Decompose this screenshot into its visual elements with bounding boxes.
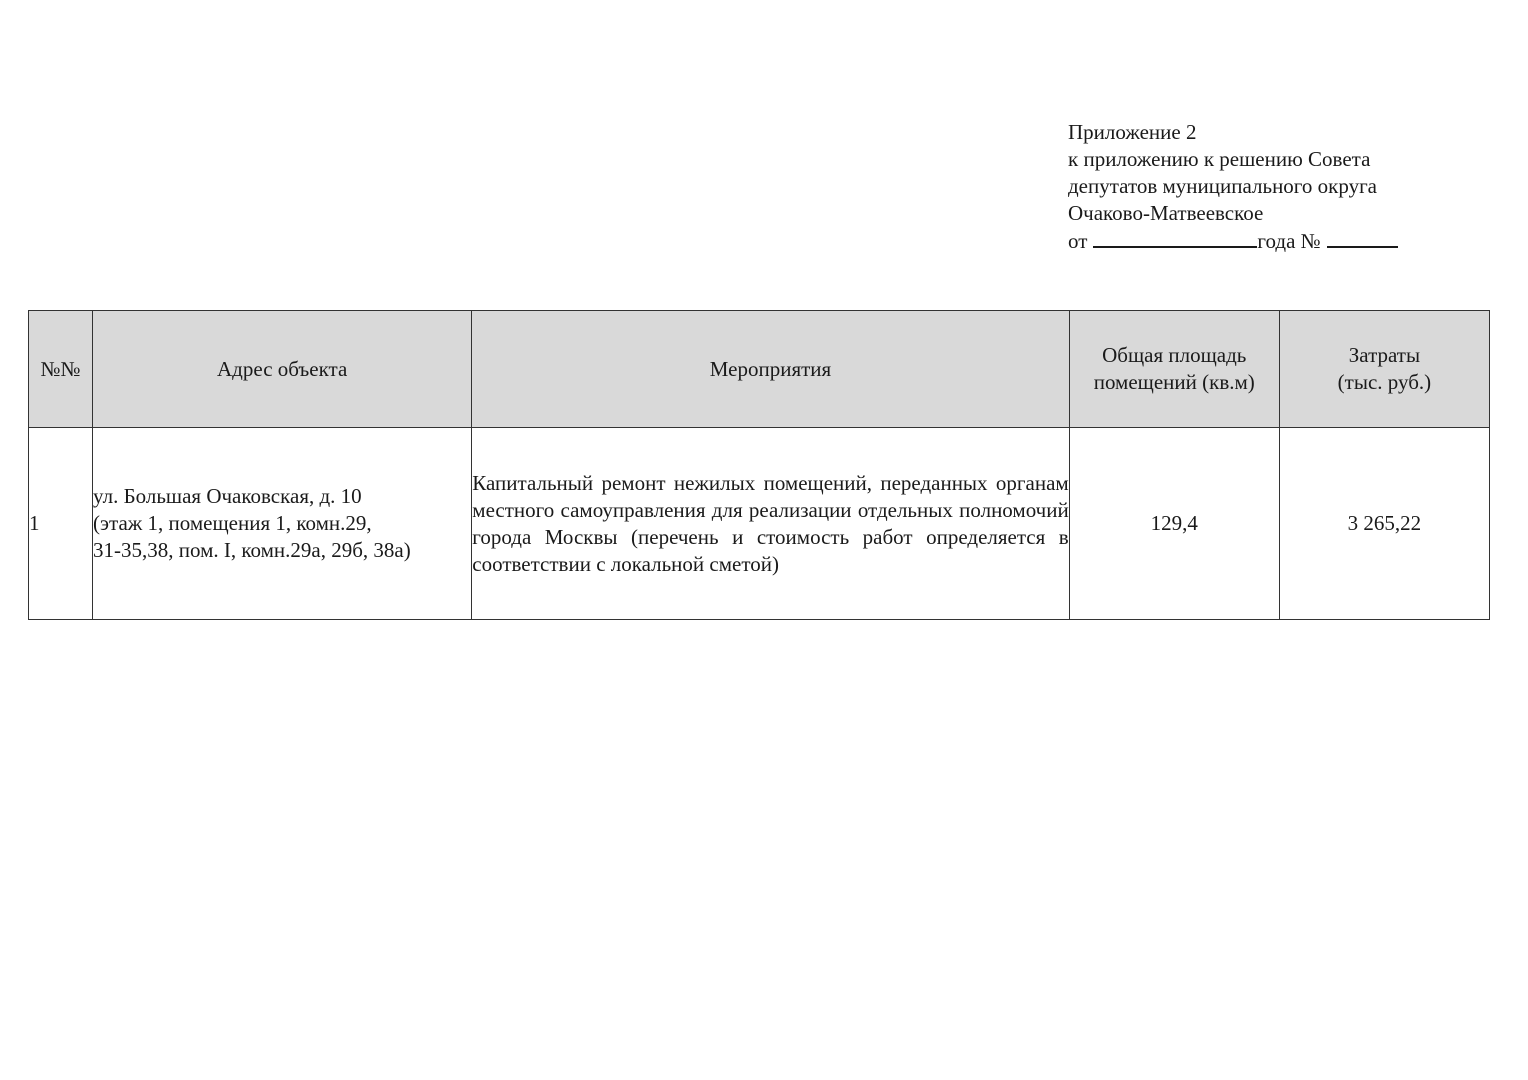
- from-label: от: [1068, 229, 1088, 253]
- header-activities: Мероприятия: [472, 311, 1069, 428]
- appendix-line-4: Очаково-Матвеевское: [1068, 201, 1264, 225]
- header-num: №№: [29, 311, 93, 428]
- header-area-line-1: Общая площадь: [1102, 343, 1247, 367]
- header-address: Адрес объекта: [93, 311, 472, 428]
- appendix-line-3: депутатов муниципального округа: [1068, 174, 1378, 198]
- table-row: [29, 428, 1490, 620]
- header-cost-line-2: (тыс. руб.): [1337, 370, 1432, 394]
- year-number-label: года №: [1257, 229, 1321, 253]
- address-line-2: (этаж 1, помещения 1, комн.29,: [93, 511, 372, 535]
- header-area: [1069, 311, 1279, 428]
- header-cost-line-1: Затраты: [1348, 343, 1421, 367]
- row-activity: Капитальный ремонт нежилых помещений, переданных органам местного самоуправления для реализации отдельных полномочий города Москвы (перечень и стоимость работ определяется в соответствии с локальной сметой): [472, 428, 1069, 620]
- address-line-3: 31-35,38, пом. I, комн.29а, 29б, 38а): [93, 538, 411, 562]
- header-area-line-2: помещений (кв.м): [1093, 370, 1255, 394]
- table-header-row: [29, 311, 1490, 428]
- row-address: [93, 428, 472, 620]
- address-line-1: ул. Большая Очаковская, д. 10: [93, 484, 362, 508]
- appendix-date-line: [1068, 227, 1508, 255]
- header-cost: [1279, 311, 1489, 428]
- date-blank: [1093, 227, 1257, 248]
- number-blank: [1327, 227, 1398, 248]
- row-cost: 3 265,22: [1279, 428, 1489, 620]
- appendix-title: Приложение 2: [1068, 120, 1197, 144]
- appendix-line-2: к приложению к решению Совета: [1068, 147, 1371, 171]
- row-area: 129,4: [1069, 428, 1279, 620]
- appendix-header: [1068, 119, 1508, 255]
- row-num: 1: [29, 428, 93, 620]
- works-table: [28, 310, 1490, 620]
